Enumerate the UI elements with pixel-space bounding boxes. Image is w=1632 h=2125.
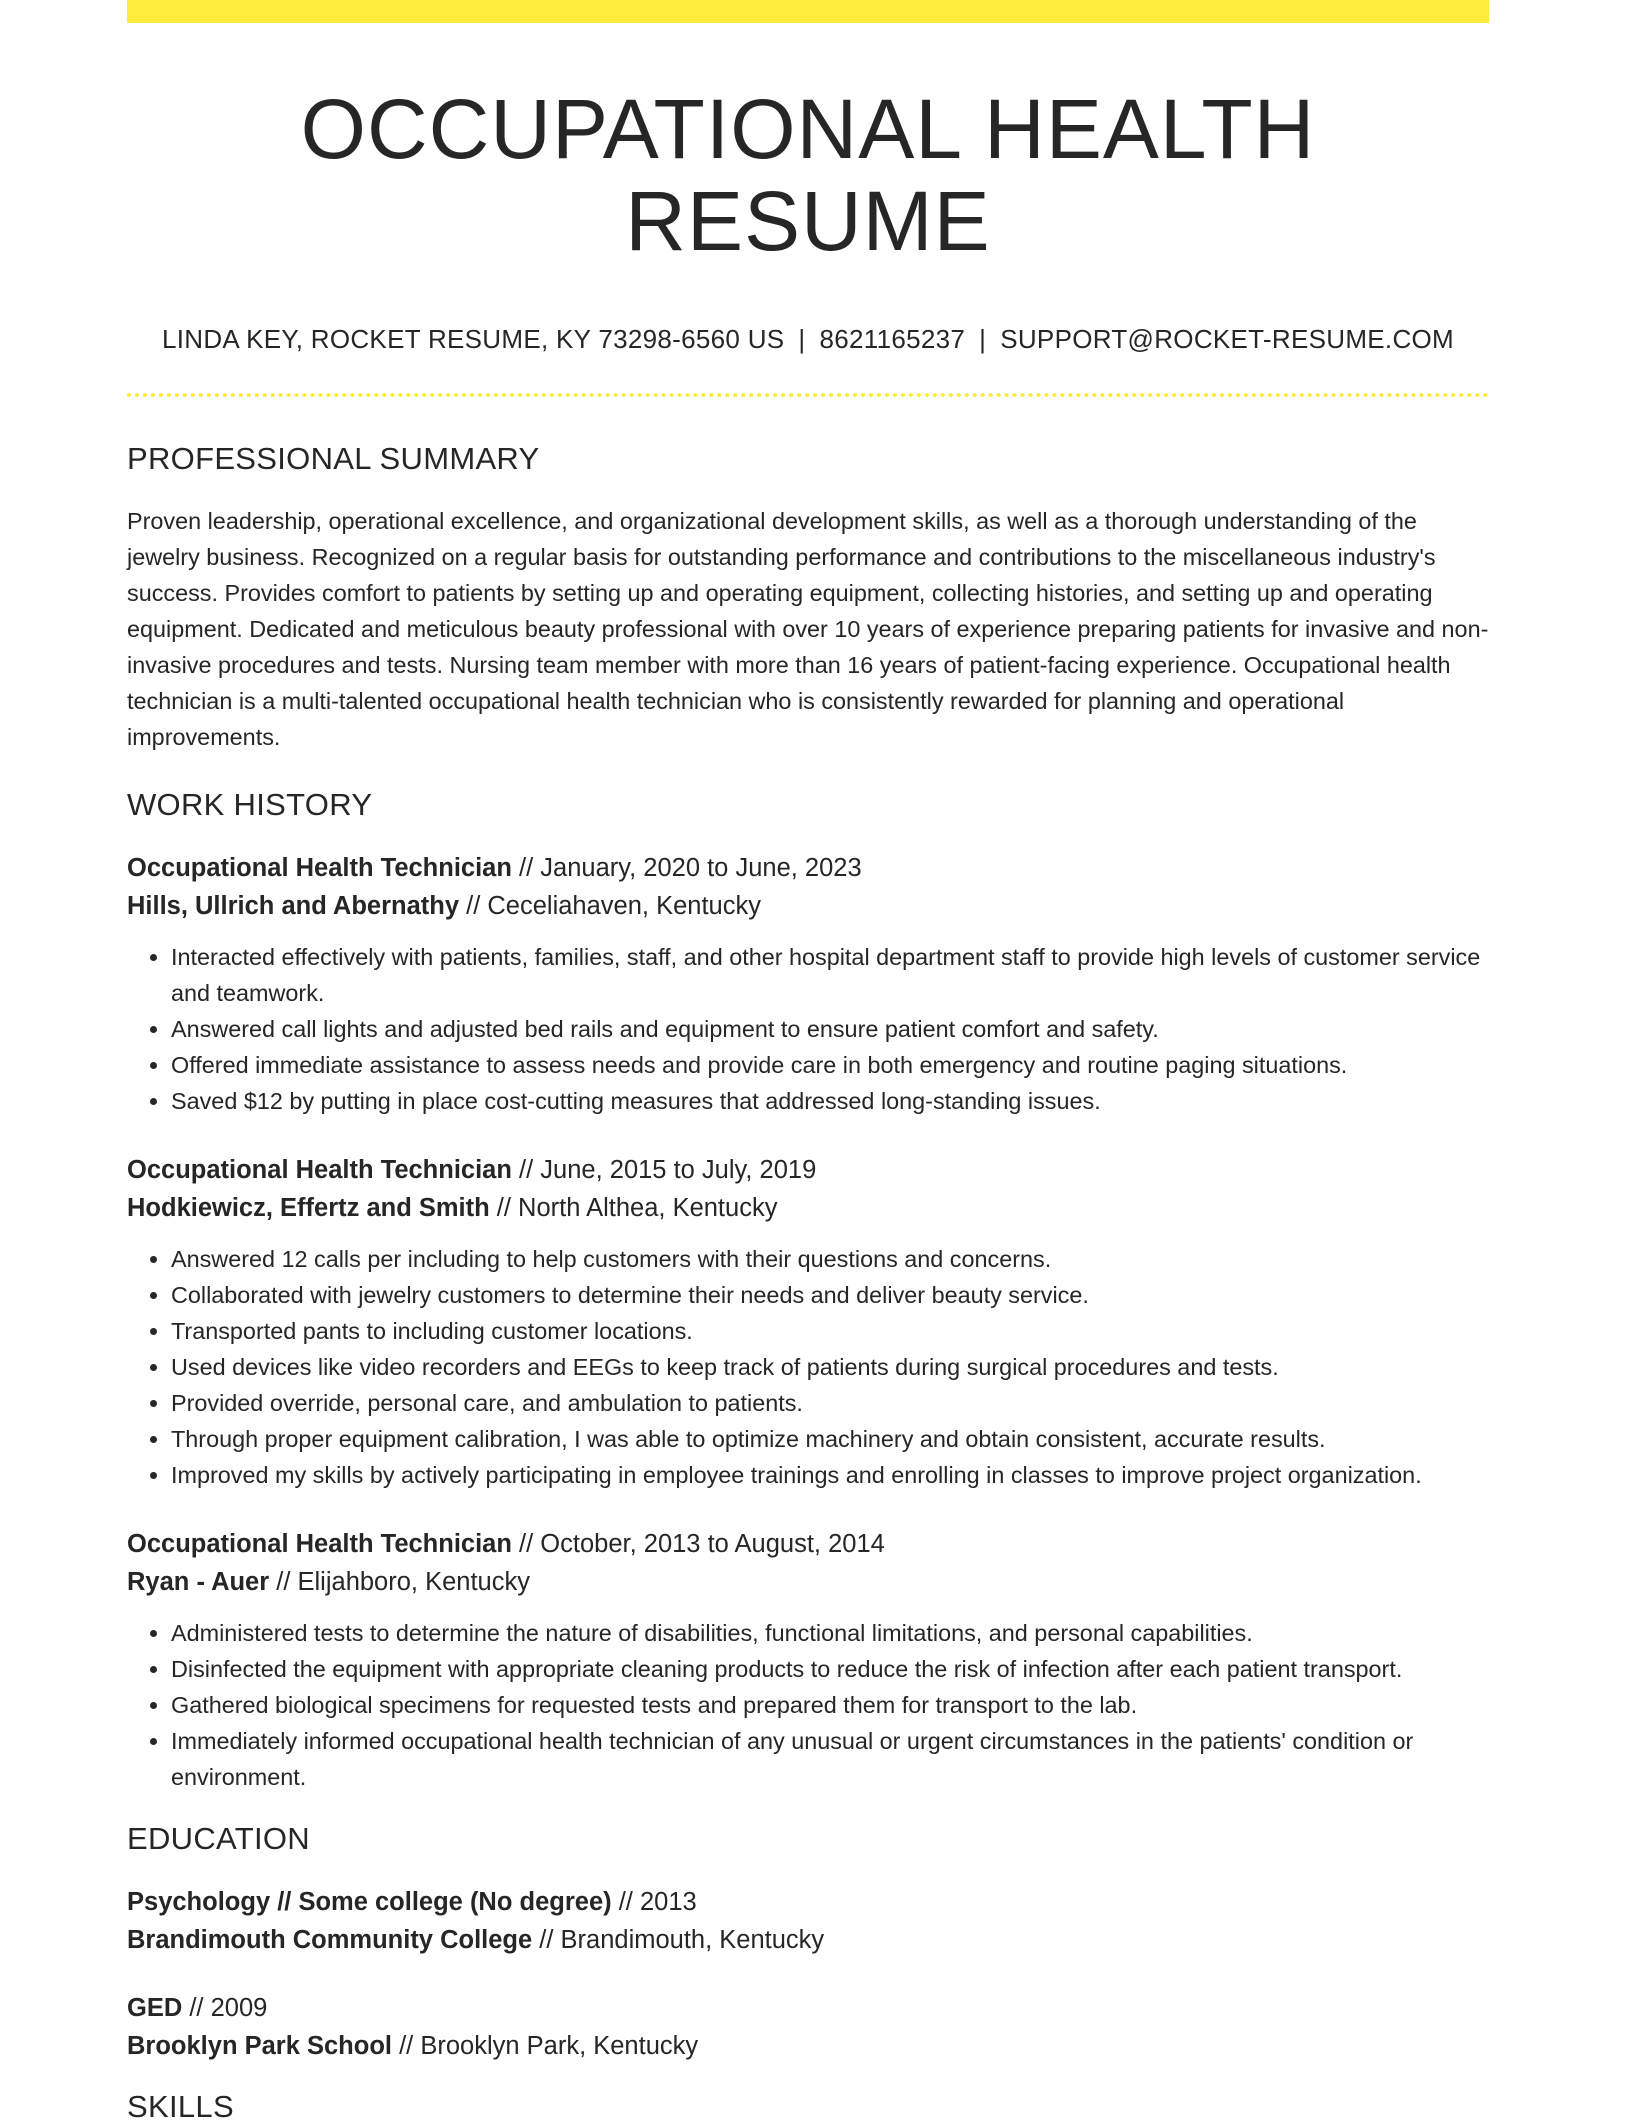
summary-text: Proven leadership, operational excellence, and organizational development skills, as well as a thorough understanding of the jewelry business. Recognized on a regular basis for outstanding performance and contributions to the miscellaneous industry's success. Provides comfort to patients by setting up and operating equipment, collecting histories, and setting up and operating equipment. Dedicated and meticulous beauty professional with over 10 years of experience preparing patients for invasive and non-invasive procedures and tests. Nursing team member with more than 16 years of patient-facing experience. Occupational health technician is a multi-talented occupational health technician who is consistently rewarded for planning and operational improvements. <box>127 507 1489 750</box>
education-year: // 2009 <box>182 1993 268 2022</box>
job-entry <box>127 1151 1489 1493</box>
job-dates: // October, 2013 to August, 2014 <box>511 1529 885 1558</box>
top-accent-bar <box>127 0 1489 23</box>
job-bullet: • Through proper equipment calibration, I was able to optimize machinery and obtain consistent, accurate results. <box>171 1421 1489 1457</box>
education-entry <box>127 1989 1489 2065</box>
contact-separator: | <box>979 323 987 354</box>
education-location: // Brandimouth, Kentucky <box>532 1925 825 1954</box>
job-title-line <box>127 1151 1489 1189</box>
education-degree-line <box>127 1989 1489 2027</box>
job-dates: // June, 2015 to July, 2019 <box>511 1155 817 1184</box>
job-bullet: • Gathered biological specimens for requested tests and prepared them for transport to the lab. <box>171 1687 1489 1723</box>
job-location: // Ceceliahaven, Kentucky <box>459 891 761 920</box>
job-company-line <box>127 1189 1489 1227</box>
section-heading-skills: SKILLS <box>127 2088 234 2124</box>
job-entry <box>127 849 1489 1119</box>
job-location: // Elijahboro, Kentucky <box>269 1567 530 1596</box>
job-company: Ryan - Auer <box>127 1567 270 1596</box>
job-bullet-list <box>127 1615 1489 1795</box>
section-heading-work-history: WORK HISTORY <box>127 786 373 822</box>
job-bullet: • Interacted effectively with patients, families, staff, and other hospital department staff to provide high levels of customer service and teamwork. <box>171 939 1489 1011</box>
job-bullet: • Saved $12 by putting in place cost-cutting measures that addressed long-standing issues. <box>171 1083 1489 1119</box>
education-location: // Brooklyn Park, Kentucky <box>392 2031 699 2060</box>
job-bullet: • Answered call lights and adjusted bed rails and equipment to ensure patient comfort and safety. <box>171 1011 1489 1047</box>
job-title-line <box>127 849 1489 887</box>
education-degree-line <box>127 1883 1489 1921</box>
job-bullet: • Answered 12 calls per including to help customers with their questions and concerns. <box>171 1241 1489 1277</box>
job-bullet: • Transported pants to including customer locations. <box>171 1313 1489 1349</box>
job-location: // North Althea, Kentucky <box>489 1193 778 1222</box>
job-title: Occupational Health Technician <box>127 1155 512 1184</box>
job-title: Occupational Health Technician <box>127 1529 512 1558</box>
job-bullet: • Administered tests to determine the nature of disabilities, functional limitations, and personal capabilities. <box>171 1615 1489 1651</box>
section-heading-summary: PROFESSIONAL SUMMARY <box>127 440 540 476</box>
education-school: Brooklyn Park School <box>127 2031 392 2060</box>
job-company: Hodkiewicz, Effertz and Smith <box>127 1193 490 1222</box>
section-heading-education: EDUCATION <box>127 1820 310 1856</box>
resume-page <box>127 0 1489 2125</box>
job-bullet: • Improved my skills by actively participating in employee trainings and enrolling in classes to improve project organization. <box>171 1457 1489 1493</box>
job-bullet-list <box>127 939 1489 1119</box>
contact-email: SUPPORT@ROCKET-RESUME.COM <box>1000 323 1455 354</box>
job-bullet: • Immediately informed occupational health technician of any unusual or urgent circumstances in the patients' condition or environment. <box>171 1723 1489 1795</box>
dotted-divider <box>127 393 1489 397</box>
education-school-line <box>127 2027 1489 2065</box>
job-company-line <box>127 1563 1489 1601</box>
education-school-line <box>127 1921 1489 1959</box>
contact-line <box>127 324 1489 355</box>
education-degree: GED <box>127 1993 183 2022</box>
education-entry <box>127 1883 1489 1959</box>
education-degree: Psychology // Some college (No degree) <box>127 1887 612 1916</box>
education-year: // 2013 <box>611 1887 697 1916</box>
contact-phone: 8621165237 <box>819 323 966 354</box>
education-school: Brandimouth Community College <box>127 1925 533 1954</box>
resume-title: OCCUPATIONAL HEALTH RESUME <box>300 82 1316 269</box>
job-bullet: • Offered immediate assistance to assess needs and provide care in both emergency and routine paging situations. <box>171 1047 1489 1083</box>
job-bullet: • Collaborated with jewelry customers to determine their needs and deliver beauty service. <box>171 1277 1489 1313</box>
job-bullet-list <box>127 1241 1489 1493</box>
contact-address: LINDA KEY, ROCKET RESUME, KY 73298-6560 US <box>161 323 785 354</box>
job-bullet: • Provided override, personal care, and ambulation to patients. <box>171 1385 1489 1421</box>
job-dates: // January, 2020 to June, 2023 <box>511 853 862 882</box>
contact-separator: | <box>798 323 806 354</box>
job-title: Occupational Health Technician <box>127 853 512 882</box>
job-company-line <box>127 887 1489 925</box>
job-bullet: • Disinfected the equipment with appropriate cleaning products to reduce the risk of infection after each patient transport. <box>171 1651 1489 1687</box>
job-title-line <box>127 1525 1489 1563</box>
job-company: Hills, Ullrich and Abernathy <box>127 891 460 920</box>
job-entry <box>127 1525 1489 1795</box>
job-bullet: • Used devices like video recorders and EEGs to keep track of patients during surgical procedures and tests. <box>171 1349 1489 1385</box>
